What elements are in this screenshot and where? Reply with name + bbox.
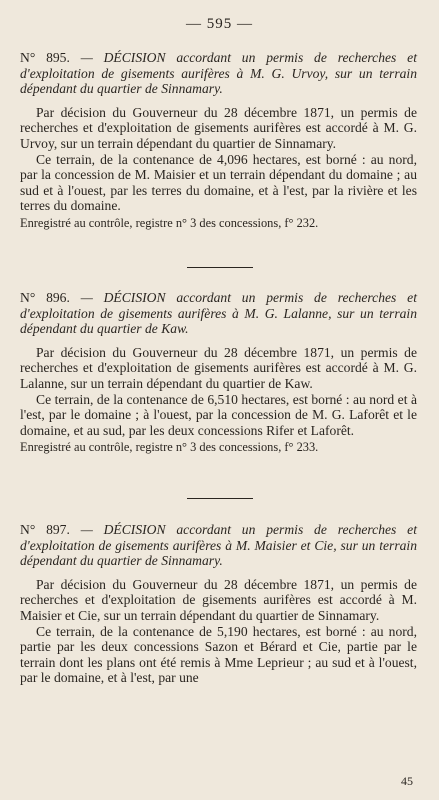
separator-rule <box>187 498 253 499</box>
decision-entry-897 <box>20 522 417 686</box>
signature-number: 45 <box>401 774 413 788</box>
entry-paragraph: Par décision du Gouverneur du 28 décembre 1871, un permis de recherches et d'exploitation de gisements aurifères est accordé à M. Maisier et Cie, sur un terrain dépendant du quartier de Sinnamary. <box>20 576 417 623</box>
entry-number: N° 896. <box>20 290 70 305</box>
entry-paragraph: Ce terrain, de la contenance de 6,510 hectares, est borné : au nord et à l'est, par le domaine ; à l'ouest, par la concession de M. G. Laforêt et le domaine, et au sud, par les deux concessions Rifer et Laforêt. <box>20 391 417 438</box>
entry-title: — DÉCISION accordant un permis de recherches et d'exploitation de gisements aurifères à M. Maisier et Cie, sur un terrain dépendant du quartier de Sinnamary. <box>20 522 417 569</box>
entry-number: N° 895. <box>20 50 70 65</box>
entry-title: — DÉCISION accordant un permis de recherches et d'exploitation de gisements aurifères à M. G. Lalanne, sur un terrain dépendant du quartier de Kaw. <box>20 290 417 337</box>
page-number: — 595 — <box>186 16 253 32</box>
entry-heading <box>20 290 417 337</box>
entry-paragraph: Par décision du Gouverneur du 28 décembre 1871, un permis de recherches et d'exploitation de gisements aurifères est accordé à M. G. Lalanne, sur un terrain dépendant du quartier de Kaw. <box>20 344 417 391</box>
entry-paragraph: Par décision du Gouverneur du 28 décembre 1871, un permis de recherches et d'exploitation de gisements aurifères est accordé à M. G. Urvoy, sur un terrain dépendant du quartier de Sinnamary. <box>20 104 417 151</box>
entry-heading <box>20 522 417 569</box>
entry-title: — DÉCISION accordant un permis de recherches et d'exploitation de gisements aurifères à M. G. Urvoy, sur un terrain dépendant du quartier de Sinnamary. <box>20 50 417 97</box>
decision-entry-895 <box>20 50 417 232</box>
entry-heading <box>20 50 417 97</box>
entry-paragraph: Ce terrain, de la contenance de 4,096 hectares, est borné : au nord, par la concession de M. Maisier et un terrain dépendant du domaine ; au sud et à l'ouest, par les terres du domaine, et à l'est, par la rivière et les terres du domaine. <box>20 151 417 214</box>
entry-paragraph: Ce terrain, de la contenance de 5,190 hectares, est borné : au nord, partie par les deux concessions Sazon et Bérard et Cie, partie par le terrain dont les plans ont été remis à Mme Leprieur ; au sud et à l'ouest, par le domaine, et à l'est, par une <box>20 623 417 686</box>
decision-entry-896 <box>20 290 417 456</box>
entry-number: N° 897. <box>20 522 70 537</box>
registration-note: Enregistré au contrôle, registre n° 3 des concessions, f° 233. <box>20 440 319 455</box>
separator-rule <box>187 267 253 268</box>
registration-note: Enregistré au contrôle, registre n° 3 des concessions, f° 232. <box>20 215 319 230</box>
